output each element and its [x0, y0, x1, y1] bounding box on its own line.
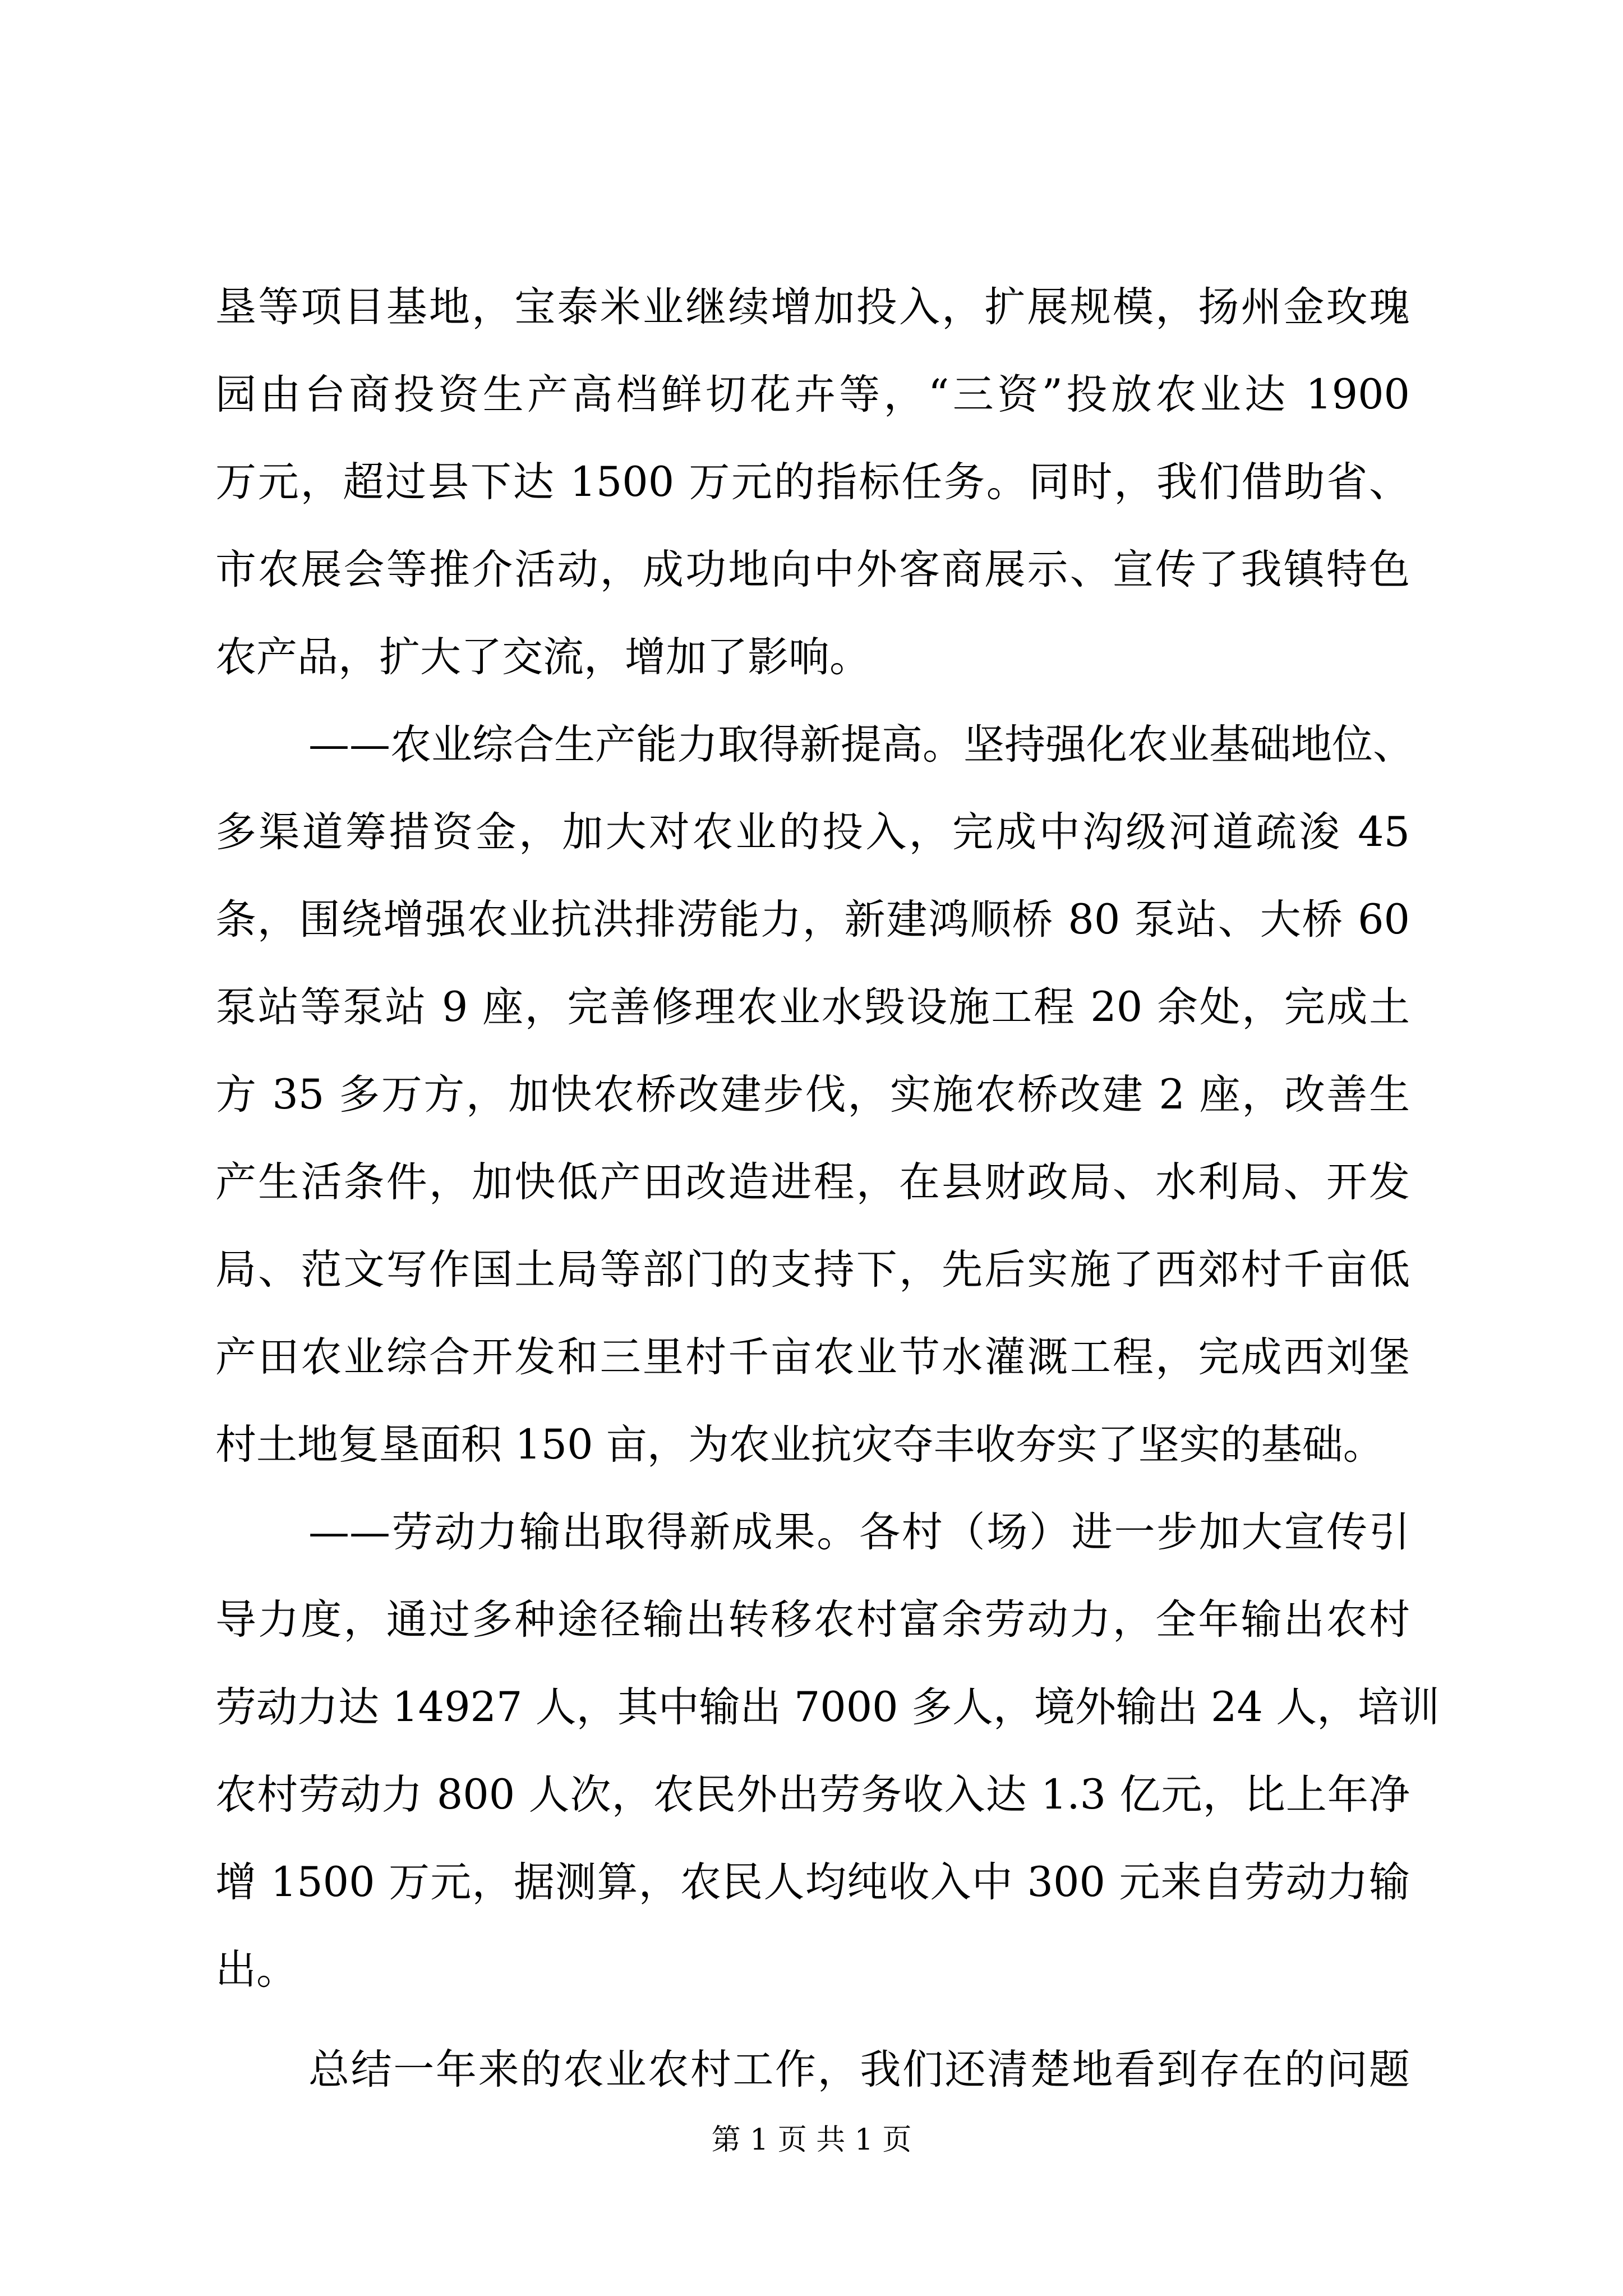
paragraph-start-line: 总结一年来的农业农村工作，我们还清楚地看到存在的问题	[308, 2046, 1410, 2093]
text-line: 垦等项目基地，宝泰米业继续增加投入，扩展规模，扬州金玫瑰	[215, 283, 1410, 331]
text-line: 出。	[215, 1946, 297, 1994]
text-line: 农产品，扩大了交流，增加了影响。	[215, 633, 870, 681]
text-line: 泵站等泵站 9 座，完善修理农业水毁设施工程 20 余处，完成土	[215, 983, 1410, 1031]
text-line: 万元，超过县下达 1500 万元的指标任务。同时，我们借助省、	[215, 458, 1410, 506]
text-line: 市农展会等推介活动，成功地向中外客商展示、宣传了我镇特色	[215, 546, 1410, 593]
page-number-footer: 第 1 页 共 1 页	[711, 2123, 912, 2157]
paragraph-spacing	[215, 2014, 1410, 2026]
paragraph-start-line: ——劳动力输出取得新成果。各村（场）进一步加大宣传引	[308, 1508, 1410, 1556]
paragraph-start-line: ——农业综合生产能力取得新提高。坚持强化农业基础地位、	[308, 721, 1414, 769]
text-line: 产田农业综合开发和三里村千亩农业节水灌溉工程，完成西刘堡	[215, 1333, 1410, 1381]
text-line: 条，围绕增强农业抗洪排涝能力，新建鸿顺桥 80 泵站、大桥 60	[215, 896, 1410, 944]
text-line: 增 1500 万元，据测算，农民人均纯收入中 300 元来自劳动力输	[215, 1858, 1410, 1906]
document-body	[215, 264, 1440, 2114]
text-line: 园由台商投资生产高档鲜切花卉等，“三资”投放农业达 1900	[215, 371, 1410, 418]
text-line: 方 35 多万方，加快农桥改建步伐，实施农桥改建 2 座，改善生	[215, 1071, 1410, 1119]
text-line: 村土地复垦面积 150 亩，为农业抗灾夺丰收夯实了坚实的基础。	[215, 1421, 1384, 1469]
text-line: 导力度，通过多种途径输出转移农村富余劳动力，全年输出农村	[215, 1596, 1410, 1644]
text-line: 局、范文写作国土局等部门的支持下，先后实施了西郊村千亩低	[215, 1246, 1410, 1294]
text-line: 产生活条件，加快低产田改造进程，在县财政局、水利局、开发	[215, 1158, 1410, 1206]
text-line: 劳动力达 14927 人，其中输出 7000 多人，境外输出 24 人，培训	[215, 1683, 1440, 1731]
text-line: 多渠道筹措资金，加大对农业的投入，完成中沟级河道疏浚 45	[215, 808, 1410, 856]
text-line: 农村劳动力 800 人次，农民外出劳务收入达 1.3 亿元，比上年净	[215, 1771, 1410, 1819]
